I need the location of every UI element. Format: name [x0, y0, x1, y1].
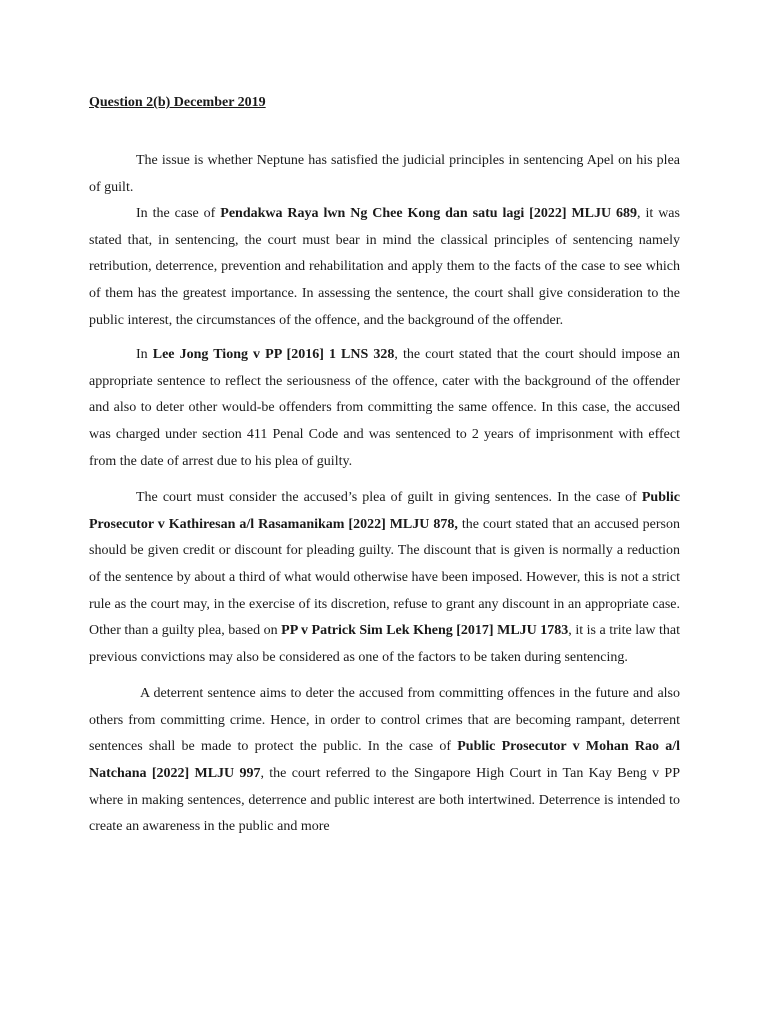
- paragraph-text: , the court referred to the Singapore High Court in Tan Kay Beng v PP where in making sentences, deterrence and public interest are both intertwined. Deterrence is intended to create an awareness in the public and more: [89, 766, 681, 835]
- case-citation: Lee Jong Tiong v PP [2016] 1 LNS 328: [152, 347, 395, 363]
- case-citation: Public Prosecutor v Kathiresan a/l Rasamanikam [2022] MLJU 878,: [89, 490, 680, 532]
- case-citation: PP v Patrick Sim Lek Kheng [2017] MLJU 1783: [281, 623, 569, 639]
- case-citation: Public Prosecutor v Mohan Rao a/l Natchana [2022] MLJU 997: [89, 739, 680, 782]
- paragraph-lee-jong-tiong: [89, 342, 680, 475]
- paragraph-text: The court must consider the accused’s plea of guilt in giving sentences. In the case of: [136, 490, 642, 506]
- paragraph-plea-of-guilt: [89, 485, 680, 671]
- paragraph-text: the court stated that an accused person should be given credit or discount for pleading guilty. The discount that is given is normally a reduction of the sentence by about a third of what would otherwise have been imposed. However, this is not a strict rule as the court may, in the exercise of its discretion, refuse to grant any discount in an appropriate case. Other than a guilty plea, based on: [89, 516, 681, 639]
- paragraph-text: , it is a trite law that previous convictions may also be considered as one of the factors to be taken during sentencing.: [89, 623, 680, 665]
- paragraph-deterrent-sentence: [89, 681, 680, 841]
- paragraph-issue-text: The issue is whether Neptune has satisfied the judicial principles in sentencing Apel on his plea of guilt.: [89, 153, 680, 195]
- paragraph-text: , the court stated that the court should impose an appropriate sentence to reflect the seriousness of the offence, cater with the background of the offender and also to deter other would-be offenders from committing the same offence. In this case, the accused was charged under section 411 Penal Code and was sentenced to 2 years of imprisonment with effect from the date of arrest due to his plea of guilty.: [89, 347, 680, 469]
- paragraph-text: In: [136, 347, 153, 363]
- document-heading: Question 2(b) December 2019: [89, 95, 266, 110]
- case-citation: Pendakwa Raya lwn Ng Chee Kong dan satu lagi [2022] MLJU 689: [220, 206, 638, 222]
- paragraph-text: A deterrent sentence aims to deter the accused from committing offences in the future and also others from committing crime. Hence, in order to control crimes that are becoming rampant, deterrent sentences shall be made to protect the public. In the case of: [89, 686, 680, 755]
- paragraph-ng-chee-kong: [89, 201, 680, 334]
- paragraph-issue: [89, 148, 680, 201]
- paragraph-text: In the case of: [136, 206, 221, 222]
- paragraph-text: , it was stated that, in sentencing, the court must bear in mind the classical principles of sentencing namely retribution, deterrence, prevention and rehabilitation and apply them to the facts of the case to see which of them has the greatest importance. In assessing the sentence, the court shall give consideration to the public interest, the circumstances of the offence, and the background of the offender.: [89, 206, 680, 328]
